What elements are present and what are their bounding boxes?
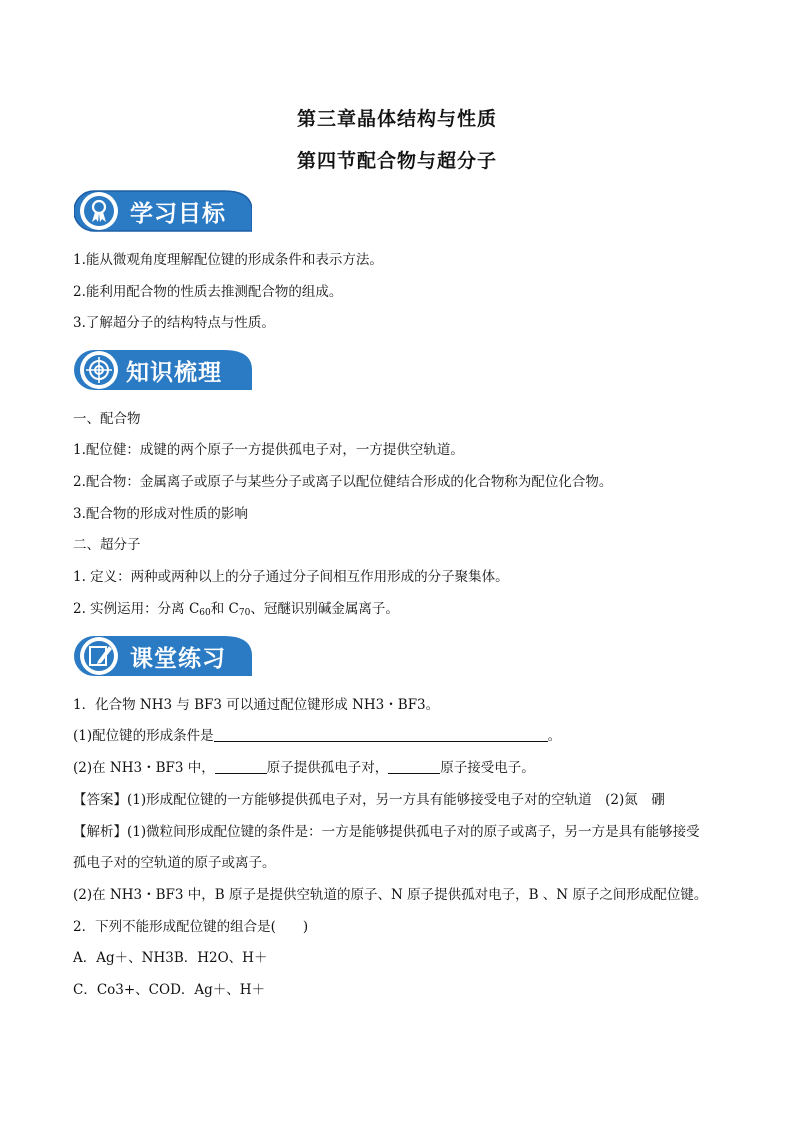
supramolecule-definition: 1. 定义：两种或两种以上的分子通过分子间相互作用形成的分子聚集体。 [73, 569, 509, 585]
question-2-option-a: A．Ag＋、NH3B．H2O、H＋ [73, 950, 268, 966]
question-2: 2．下列不能形成配位键的组合是( ) [73, 919, 309, 935]
analysis-line-3: (2)在 NH3・BF3 中，B 原子是提供空轨道的原子、N 原子提供孤对电子，B 、N 原子之间形成配位键。 [73, 887, 708, 903]
knowledge-p3: 3.配合物的形成对性质的影响 [73, 506, 248, 522]
goal-item-2: 2.能利用配合物的性质去推测配合物的组成。 [73, 284, 343, 300]
analysis-line-2: 孤电子对的空轨道的原子或离子。 [73, 855, 276, 871]
answer-text: 【答案】(1)形成配位键的一方能够提供孤电子对，另一方具有能够接受电子对的空轨道 (2)氮 硼 [73, 792, 665, 808]
section-title: 第四节配合物与超分子 [296, 150, 497, 172]
question-1: 1．化合物 NH3 与 BF3 可以通过配位键形成 NH3・BF3。 [73, 697, 440, 713]
question-2-option-c: C．Co3+、COD．Ag＋、H＋ [73, 982, 266, 998]
learning-goals-banner [74, 188, 252, 234]
analysis-line-1: 【解析】(1)微粒间形成配位键的条件是：一方是能够提供孤电子对的原子或离子，另一方是具有能够接受 [73, 824, 700, 840]
knowledge-p1: 1.配位健：成键的两个原子一方提供孤电子对，一方提供空轨道。 [73, 442, 464, 458]
question-1-part-2: (2)在 NH3・BF3 中， 原子提供孤电子对， 原子接受电子。 [73, 760, 535, 776]
supramolecule-example: 2. 实例运用：分离 $C_{60}$和 $C_{70}$、冠醚识别碱金属离子。 [73, 601, 399, 618]
learning-goals-label: 学习目标 [130, 201, 226, 227]
goal-item-3: 3.了解超分子的结构特点与性质。 [73, 315, 275, 331]
goal-item-1: 1.能从微观角度理解配位键的形成条件和表示方法。 [73, 252, 383, 268]
classroom-practice-banner [74, 633, 252, 679]
question-1-part-1: (1)配位键的形成条件是 。 [73, 728, 562, 744]
knowledge-review-label: 知识梳理 [126, 360, 222, 386]
answer-blank[interactable] [388, 759, 440, 774]
answer-blank[interactable] [214, 727, 548, 742]
answer-blank[interactable] [215, 759, 267, 774]
part2-heading: 二、超分子 [73, 537, 141, 553]
knowledge-p2: 2.配合物：金属离子或原子与某些分子或离子以配位健结合形成的化合物称为配位化合物。 [73, 474, 613, 490]
knowledge-review-banner [74, 347, 252, 393]
classroom-practice-label: 课堂练习 [130, 646, 226, 672]
part1-heading: 一、配合物 [73, 411, 141, 427]
chapter-title: 第三章晶体结构与性质 [296, 108, 497, 130]
